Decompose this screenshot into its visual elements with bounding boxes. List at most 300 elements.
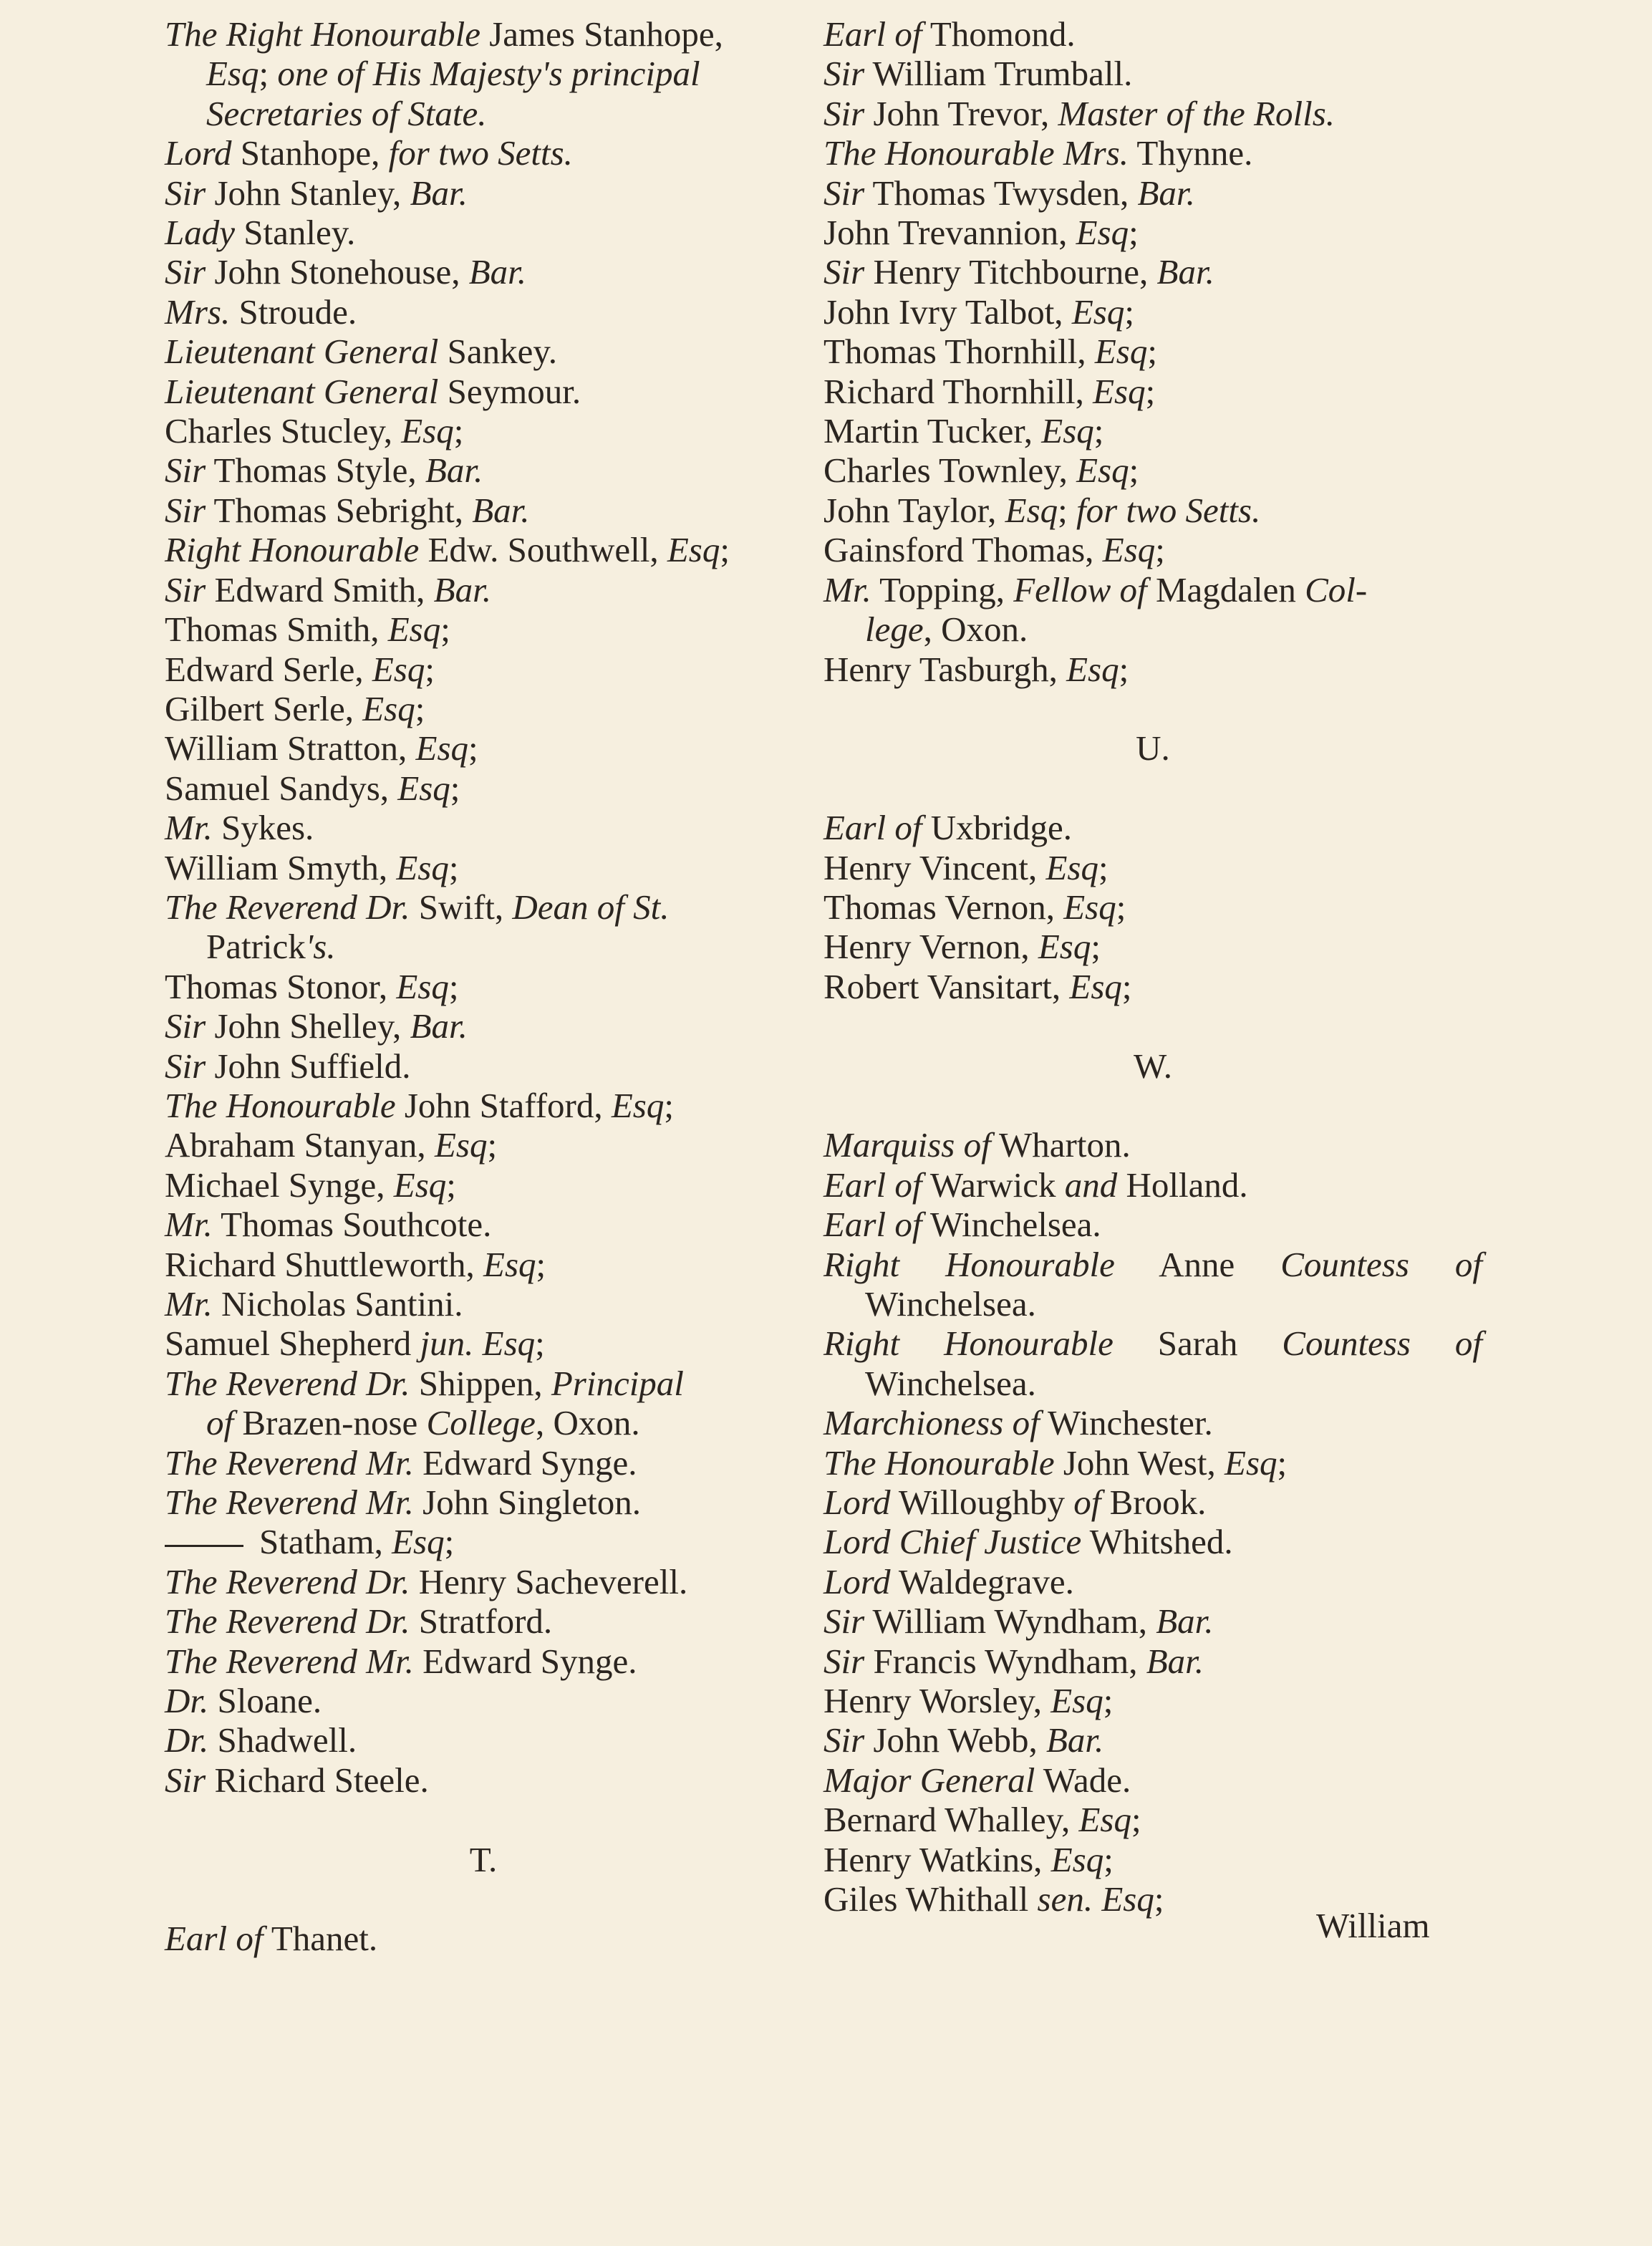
subscriber-line <box>165 967 802 1006</box>
roman-text: , Oxon. <box>535 1403 640 1443</box>
italic-text: Sir <box>823 1641 865 1681</box>
italic-text: Sir <box>165 450 206 491</box>
subscriber-line <box>823 1364 1482 1403</box>
italic-text: Sir <box>823 1720 865 1760</box>
roman-text: James Stanhope, <box>480 14 723 54</box>
italic-text: Sir <box>823 173 865 213</box>
italic-text: Col- <box>1305 569 1368 609</box>
roman-text: ; <box>664 1085 674 1125</box>
roman-text: Nicholas Santini. <box>212 1284 463 1324</box>
roman-text: ; <box>1147 332 1157 372</box>
roman-text: Thomas Smith, <box>165 609 388 650</box>
italic-text: Esq <box>1038 927 1091 967</box>
roman-text: Winchester. <box>1039 1403 1213 1443</box>
italic-text: Bar. <box>1137 173 1195 213</box>
roman-text: Shippen, <box>410 1363 551 1403</box>
italic-text: Sir <box>823 93 865 133</box>
italic-text: Esq <box>1050 1839 1104 1879</box>
roman-text: ; <box>444 1522 455 1562</box>
roman-text: ; <box>1121 966 1132 1006</box>
roman-text: Gilbert Serle, <box>165 688 363 728</box>
italic-text: one of His Majesty's principal <box>277 54 700 94</box>
subscriber-line <box>165 848 802 887</box>
roman-text: Stanhope, <box>231 133 389 173</box>
roman-text: Samuel Sandys, <box>165 768 398 808</box>
roman-text: Richard Thornhill, <box>823 371 1093 411</box>
italic-text: Esq <box>1050 1681 1103 1720</box>
italic-text: Sir <box>165 252 206 292</box>
italic-text: Esq <box>393 1165 447 1205</box>
italic-text: Sir <box>165 1046 206 1086</box>
italic-text: Sir <box>165 1760 206 1800</box>
italic-text: Master of the Rolls. <box>1058 93 1335 133</box>
italic-text: College <box>426 1403 536 1443</box>
italic-text: The Reverend Dr. <box>165 1601 410 1642</box>
subscriber-line <box>165 1760 802 1800</box>
roman-text: Thomas Style, <box>206 450 425 491</box>
roman-text: Henry Titchbourne, <box>864 252 1157 292</box>
italic-text: The Reverend Mr. <box>165 1442 414 1483</box>
roman-text: John Singleton. <box>413 1483 642 1523</box>
italic-text: Earl of <box>165 1919 264 1959</box>
italic-text: Lieutenant General <box>165 371 439 411</box>
subscriber-line <box>165 1324 802 1363</box>
roman-text: Richard Shuttleworth, <box>165 1244 484 1284</box>
roman-text: Anne <box>1114 1244 1281 1284</box>
roman-text: Thomas Thornhill, <box>823 332 1095 372</box>
subscriber-line <box>165 173 802 213</box>
roman-text: Winchelsea. <box>922 1205 1101 1245</box>
roman-text: ; <box>1098 847 1108 887</box>
roman-text: ; <box>487 1125 498 1165</box>
italic-text: The Reverend Dr. <box>165 1561 410 1601</box>
subscriber-line <box>165 1483 802 1522</box>
italic-text: The Reverend Dr. <box>165 1363 410 1403</box>
subscriber-line <box>165 1006 802 1046</box>
subscriber-line <box>165 54 802 93</box>
roman-text: Richard Steele. <box>206 1760 429 1800</box>
roman-text: ; <box>1155 530 1165 570</box>
italic-text: Lord <box>823 1561 891 1601</box>
italic-text: lege <box>865 609 924 650</box>
italic-text: Esq <box>1078 1800 1131 1840</box>
roman-text: Thynne. <box>1129 133 1253 173</box>
roman-text: Charles Townley, <box>823 450 1077 491</box>
italic-text: Esq <box>415 728 469 768</box>
italic-text: Mr. <box>165 1205 213 1245</box>
italic-text: Bar. <box>433 569 491 609</box>
roman-text: Whitshed. <box>1081 1522 1233 1562</box>
roman-text: ; <box>1058 490 1077 530</box>
subscriber-line <box>165 1720 802 1760</box>
italic-text: for two Setts. <box>1076 490 1261 530</box>
roman-text: Martin Tucker, <box>823 411 1042 451</box>
subscriber-line <box>165 1601 802 1641</box>
italic-text: Earl of <box>823 14 922 54</box>
subscriber-line <box>165 411 802 450</box>
italic-text: Bar. <box>472 490 530 530</box>
roman-text: Edw. Southwell, <box>419 530 667 570</box>
ditto-dash <box>165 1545 243 1547</box>
italic-text: Bar. <box>468 252 527 292</box>
subscriber-line <box>823 609 1482 649</box>
subscriber-line <box>823 372 1482 411</box>
subscriber-line <box>823 1840 1482 1879</box>
subscriber-line <box>823 848 1482 887</box>
roman-text: ; <box>259 54 278 94</box>
italic-text: The Right Honourable <box>165 14 480 54</box>
subscriber-line <box>823 1324 1482 1363</box>
roman-text: Henry Tasburgh, <box>823 649 1067 689</box>
subscriber-line <box>165 1522 802 1561</box>
italic-text: Esq <box>1076 213 1129 253</box>
roman-text: ; <box>448 966 459 1006</box>
roman-text: ; <box>468 728 478 768</box>
roman-text: Brook. <box>1101 1482 1207 1522</box>
subscriber-line <box>165 1086 802 1125</box>
italic-text: Major General <box>823 1760 1035 1800</box>
roman-text: Warwick <box>922 1165 1065 1205</box>
roman-text: John Trevor, <box>864 93 1058 133</box>
roman-text: John Ivry Talbot, <box>823 291 1072 332</box>
roman-text: Wharton. <box>990 1125 1131 1165</box>
italic-text: Marchioness of <box>823 1403 1040 1443</box>
italic-text: Countess of <box>1282 1324 1482 1364</box>
subscriber-line <box>823 1760 1482 1800</box>
right-column <box>823 14 1482 1919</box>
subscriber-line <box>165 213 802 252</box>
subscriber-line <box>823 94 1482 133</box>
italic-text: Esq <box>1066 649 1119 689</box>
subscriber-line <box>823 1562 1482 1601</box>
italic-text: Lord Chief Justice <box>823 1522 1082 1562</box>
catchword: William <box>1316 1906 1430 1945</box>
roman-text: Charles Stucley, <box>165 411 402 451</box>
italic-text: Esq <box>397 768 450 808</box>
italic-text: Mr. <box>165 808 213 848</box>
subscriber-line <box>823 332 1482 371</box>
roman-text: ; <box>1124 291 1134 332</box>
italic-text: Sir <box>823 54 865 94</box>
roman-text: Patrick <box>206 927 306 967</box>
italic-text: Esq <box>392 1522 445 1562</box>
roman-text: Giles Whithall <box>823 1879 1038 1919</box>
italic-text: and <box>1064 1165 1118 1205</box>
roman-text: Sankey. <box>438 332 557 372</box>
roman-text: ; <box>720 530 730 570</box>
roman-text: ; <box>446 1165 456 1205</box>
subscriber-line <box>823 1720 1482 1760</box>
subscriber-line <box>823 1800 1482 1839</box>
roman-text: Stratford. <box>410 1601 553 1642</box>
section-letter-heading: U. <box>1136 728 1170 768</box>
italic-text: The Honourable <box>823 1442 1055 1483</box>
italic-text: Bar. <box>1146 1641 1204 1681</box>
italic-text: Lord <box>823 1482 891 1522</box>
roman-text: ; <box>1119 649 1129 689</box>
roman-text: ; <box>1145 371 1156 411</box>
roman-text: Sarah <box>1113 1324 1283 1364</box>
roman-text: Thomas Vernon, <box>823 887 1064 927</box>
subscriber-line <box>823 411 1482 450</box>
subscriber-line <box>823 133 1482 173</box>
subscriber-line <box>165 450 802 490</box>
subscriber-line <box>165 491 802 530</box>
italic-text: Esq <box>1069 966 1122 1006</box>
roman-text: ; <box>453 411 464 451</box>
italic-text: The Reverend Mr. <box>165 1483 414 1523</box>
italic-text: Right Honourable <box>165 530 420 570</box>
roman-text: Waldegrave. <box>890 1561 1074 1601</box>
roman-text: ; <box>415 688 425 728</box>
roman-text: Edward Serle, <box>165 649 372 689</box>
roman-text: Henry Worsley, <box>823 1681 1051 1720</box>
roman-text: Thomond. <box>922 14 1076 54</box>
roman-text: ; <box>1103 1839 1114 1879</box>
italic-text: Secretaries of State. <box>206 93 487 133</box>
subscriber-line <box>823 1601 1482 1641</box>
subscriber-line <box>165 1642 802 1681</box>
roman-text: Statham, <box>259 1522 392 1562</box>
subscriber-line <box>823 213 1482 252</box>
subscriber-line <box>823 1284 1482 1324</box>
roman-text: Winchelsea. <box>865 1363 1036 1403</box>
section-letter-heading: W. <box>1133 1046 1172 1086</box>
roman-text: ; <box>535 1324 545 1364</box>
section-letter-heading: T. <box>469 1839 498 1879</box>
subscriber-line <box>823 1443 1482 1483</box>
italic-text: Esq <box>1093 371 1146 411</box>
roman-text: John West, <box>1054 1442 1225 1483</box>
subscriber-line <box>165 1364 802 1403</box>
left-column <box>165 14 802 1959</box>
roman-text: Thomas Stonor, <box>165 966 397 1006</box>
subscriber-line <box>165 332 802 371</box>
italic-text: Esq <box>387 609 441 650</box>
subscriber-line <box>165 372 802 411</box>
italic-text: Earl of <box>823 808 922 848</box>
italic-text: Esq <box>396 966 449 1006</box>
subscriber-line <box>165 808 802 847</box>
subscriber-line <box>823 14 1482 54</box>
italic-text: Esq <box>1063 887 1116 927</box>
subscriber-line <box>165 292 802 332</box>
roman-text: ; <box>1116 887 1126 927</box>
roman-text: , Oxon. <box>923 609 1028 650</box>
italic-text: Sir <box>165 1006 206 1046</box>
roman-text: Uxbridge. <box>922 808 1073 848</box>
roman-text: ; <box>1129 213 1139 253</box>
roman-text: Winchelsea. <box>865 1283 1036 1324</box>
roman-text: John Shelley, <box>206 1006 410 1046</box>
roman-text: Thomas Southcote. <box>212 1205 492 1245</box>
italic-text: Esq <box>1076 450 1129 491</box>
subscriber-line <box>823 1165 1482 1205</box>
italic-text: Lord <box>165 133 232 173</box>
roman-text: Wade. <box>1035 1760 1131 1800</box>
subscriber-line <box>165 1046 802 1086</box>
italic-text: Esq <box>483 1244 536 1284</box>
subscriber-line <box>165 570 802 609</box>
roman-text: ; <box>1091 927 1101 967</box>
subscriber-line <box>165 728 802 768</box>
subscriber-line <box>823 292 1482 332</box>
roman-text: Michael Synge, <box>165 1165 394 1205</box>
roman-text: Francis Wyndham, <box>864 1641 1146 1681</box>
roman-text: Bernard Whalley, <box>823 1800 1079 1840</box>
subscriber-line <box>165 927 802 966</box>
roman-text: Robert Vansitart, <box>823 966 1070 1006</box>
subscriber-line <box>165 1443 802 1483</box>
italic-text: Bar. <box>1045 1720 1104 1760</box>
subscriber-line <box>823 54 1482 93</box>
subscriber-line <box>165 1284 802 1324</box>
italic-text: Esq <box>667 530 720 570</box>
subscriber-line <box>823 1245 1482 1284</box>
italic-text: Sir <box>823 1601 865 1642</box>
subscriber-line <box>823 530 1482 569</box>
italic-text: Marquiss of <box>823 1125 991 1165</box>
roman-text: Shadwell. <box>208 1720 357 1760</box>
roman-text: ; <box>450 768 460 808</box>
italic-text: of <box>1073 1482 1101 1522</box>
roman-text: William Wyndham, <box>864 1601 1156 1642</box>
roman-text: Holland. <box>1117 1165 1248 1205</box>
roman-text: Edward Synge. <box>413 1442 637 1483</box>
roman-text: Abraham Stanyan, <box>165 1125 435 1165</box>
roman-text: Thomas Sebright, <box>206 490 473 530</box>
roman-text: Stanley. <box>235 213 356 253</box>
subscriber-line <box>823 1642 1482 1681</box>
italic-text: Right Honourable <box>823 1324 1114 1364</box>
roman-text: ; <box>440 609 450 650</box>
roman-text: Henry Vincent, <box>823 847 1046 887</box>
italic-text: The Reverend Mr. <box>165 1641 414 1681</box>
subscriber-line <box>165 252 802 291</box>
roman-text: Gainsford Thomas, <box>823 530 1103 570</box>
italic-text: The Reverend Dr. <box>165 887 410 927</box>
italic-text: Esq <box>362 688 415 728</box>
subscriber-line <box>165 887 802 927</box>
roman-text: Henry Sacheverell. <box>410 1561 688 1601</box>
italic-text: Dean of St. <box>512 887 670 927</box>
italic-text: Lieutenant General <box>165 332 439 372</box>
italic-text: Bar. <box>410 1006 468 1046</box>
roman-text: John Suffield. <box>206 1046 411 1086</box>
roman-text: ; <box>448 847 459 887</box>
italic-text: Esq <box>1041 411 1094 451</box>
italic-text: Bar. <box>425 450 483 491</box>
roman-text: Magdalen <box>1146 569 1305 609</box>
italic-text: of <box>206 1403 234 1443</box>
italic-text: Bar. <box>1156 1601 1214 1642</box>
subscriber-line <box>165 1245 802 1284</box>
italic-text: Countess of <box>1280 1244 1482 1284</box>
subscriber-line <box>165 1205 802 1244</box>
subscriber-line <box>823 1205 1482 1244</box>
italic-text: Bar. <box>1156 252 1214 292</box>
subscriber-line <box>165 1681 802 1720</box>
italic-text: Dr. <box>165 1720 209 1760</box>
italic-text: Esq <box>434 1125 488 1165</box>
subscriber-line <box>823 1681 1482 1720</box>
subscriber-line <box>823 1522 1482 1561</box>
italic-text: Sir <box>165 569 206 609</box>
roman-text: John Trevannion, <box>823 213 1076 253</box>
subscriber-line <box>823 887 1482 927</box>
roman-text: William Smyth, <box>165 847 397 887</box>
subscriber-line <box>823 570 1482 609</box>
italic-text: Earl of <box>823 1165 922 1205</box>
italic-text: sen. Esq <box>1037 1879 1154 1919</box>
roman-text: ; <box>1131 1800 1141 1840</box>
italic-text: Esq <box>396 847 449 887</box>
subscriber-line <box>165 1403 802 1442</box>
italic-text: jun. Esq <box>420 1324 536 1364</box>
roman-text: Swift, <box>410 887 513 927</box>
italic-text: Esq <box>1045 847 1098 887</box>
roman-text: Thanet. <box>263 1919 378 1959</box>
italic-text: Right Honourable <box>823 1244 1115 1284</box>
roman-text: Henry Vernon, <box>823 927 1038 967</box>
roman-text: Willoughby <box>890 1482 1074 1522</box>
italic-text: Mr. <box>165 1284 213 1324</box>
italic-text: Esq <box>401 411 454 451</box>
italic-text: Esq <box>1071 291 1125 332</box>
subscriber-line <box>165 530 802 569</box>
roman-text: ; <box>536 1244 546 1284</box>
subscriber-line <box>165 1562 802 1601</box>
italic-text: Esq <box>1094 332 1148 372</box>
roman-text: Seymour. <box>438 371 581 411</box>
roman-text: ; <box>1103 1681 1114 1720</box>
roman-text: Brazen-nose <box>233 1403 427 1443</box>
italic-text: Sir <box>165 490 206 530</box>
italic-text: Esq <box>372 649 425 689</box>
subscriber-line <box>165 14 802 54</box>
italic-text: Mrs. <box>165 291 231 332</box>
subscriber-line <box>823 967 1482 1006</box>
italic-text: Sir <box>823 252 865 292</box>
subscriber-line <box>165 768 802 808</box>
italic-text: for two Setts. <box>388 133 573 173</box>
italic-text: The Honourable <box>165 1085 396 1125</box>
roman-text: Sloane. <box>208 1681 322 1721</box>
roman-text: William Stratton, <box>165 728 416 768</box>
subscriber-line <box>165 650 802 689</box>
italic-text: Esq <box>611 1085 665 1125</box>
roman-text: John Stanley, <box>206 173 410 213</box>
roman-text: William Trumball. <box>864 54 1133 94</box>
roman-text: Topping, <box>871 569 1014 609</box>
subscriber-line <box>823 450 1482 490</box>
italic-text: Bar. <box>410 173 468 213</box>
italic-text: Esq <box>1102 530 1156 570</box>
roman-text: John Webb, <box>864 1720 1046 1760</box>
subscriber-line <box>165 1125 802 1165</box>
subscriber-line <box>165 94 802 133</box>
subscriber-line <box>165 689 802 728</box>
roman-text: Thomas Twysden, <box>864 173 1138 213</box>
subscriber-line <box>823 650 1482 689</box>
italic-text: Fellow of <box>1013 569 1147 609</box>
roman-text: Edward Synge. <box>413 1641 637 1681</box>
roman-text: Edward Smith, <box>206 569 434 609</box>
roman-text: Stroude. <box>230 291 357 332</box>
roman-text: Sykes. <box>212 808 314 848</box>
roman-text: ; <box>1093 411 1104 451</box>
italic-text: Esq <box>206 54 259 94</box>
